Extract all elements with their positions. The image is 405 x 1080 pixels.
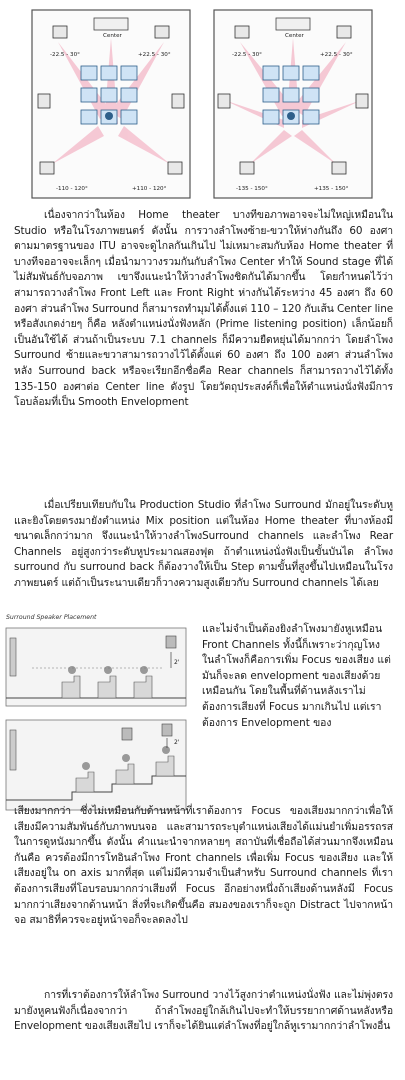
front-left-angle-right: -22.5 - 30° (232, 52, 262, 58)
rear-left-speaker (40, 162, 54, 174)
paragraph-3-continued: เสียงมากกว่า ซึ่งไม่เหมือนกับด้านหน้าที่เราต้องการ Focus ของเสียงมากกว่าเพื่อให้เสียงมีความสัมพันธ์กับภาพบนจอ และสามารถระบุตำแหน่งเสียงได้แม่นยำเพิ่มอรรถรสในการดูหนังมากขึ้น ดังนั้น คำแนะนำจากหลายๆ สถาบันที่เชื่อถือได้ส่วนมากจึงเหมือนกันคือ ควรต้องมีการโทอินลำโพง Front channels เพื่อเพิ่ม Focus ของเสียง และให้เสียงอยู่ใน on axis มากที่สุด แต่ไม่มีความจำเป็นสำหรับ Surround channels ที่เราต้องการเสียงที่โอบรอบมากกว่าเสียงที่ Focus อีกอย่างหนึ่งถ้าเสียงด้านหลังมี Focus มากกว่าเสียงจากด้านหน้า สิ่งที่จะเกิดขึ้นคือ สมองของเราก็จะถูก Distract ไปจากหน้าจอ สมาธิที่ควรจะอยู่หน้าจอก็จะลดลงไป (14, 805, 393, 927)
paragraph-1: เนื่องจากว่าในห้อง Home theater บางทีขอภาพอาจจะไม่ใหญ่เหมือนใน Studio หรือในโรงภาพยนตร์ ดังนั้น การวางลำโพงซ้าย-ขวาให้ห่างกันถึง 60 องศา ตามมาตรฐานของ ITU อาจจะดูไกลกันเกินไป ไม่เหมาะสมกับห้อง Home theater ที่บางทีจออาจจะเล็กๆ เมื่อนำมาวางรวมกันกับลำโพง Center ทำให้ Sound stage ที่ได้ไม่สัมพันธ์กับจอภาพ เขาจึงแนะนำให้วางลำโพงชิดกันได้มากขึ้น โดยกำหนดไว้ว่าสามารถวางลำโพง Front Left และ Front Right ห่างกันได้ระหว่าง 45 องศา ถึง 60 องศา ส่วนลำโพง Surround ก็สามารถทำมุมได้ตั้งแต่ 110 – 120 กับเส้น Center line หรือสังเกตง่ายๆ ก็คือ หลังตำแหน่งนั่งฟังหลัก (Prime listening position) เล็กน้อยก็เป็นอันใช้ได้ ส่วนถ้าเป็นระบบ 7.1 channels ก็มีความยืดหยุ่นได้มากกว่า โดยลำโพง Surround ซ้ายและขวาสามารถวางไว้ได้ตั้งแต่ 60 องศา ถึง 100 องศา ส่วนลำโพงหลัง Surround back หรือจะเรียกอีกชื่อคือ Rear channels ก็สามารถวางไว้ได้ทั้ง 135-150 องศาต่อ Center line ดังรูป โดยวัตถุประสงค์ก็เพื่อให้ตำแหน่งนั่งฟังมีการโอบล้อมที่เป็น Smooth Envelopment (14, 209, 393, 409)
surround-speaker-lower (162, 724, 172, 736)
diagram-7-1 (214, 10, 372, 198)
surround-placement-figure (2, 610, 199, 816)
rear-right-angle: +110 - 120° (132, 186, 167, 192)
figure-title: Surround Speaker Placement (6, 614, 97, 621)
front-right-angle-right: +22.5 - 30° (320, 52, 353, 58)
rear-left-angle-right: -135 - 150° (236, 186, 268, 192)
front-left-speaker (53, 26, 67, 38)
speaker-placement-diagram (28, 4, 376, 204)
diagram-5-1 (32, 10, 190, 198)
paragraph-4: การที่เราต้องการให้ลำโพง Surround วางไว้สูงกว่าตำแหน่งนั่งฟัง และไม่พุ่งตรงมายังหูคนฟังก็เนื่องจากว่า ถ้าลำโพงอยู่ใกล้เกินไปจะทำให้บรรยากาศด้านหลังหรือ Envelopment ของเสียงเสียไป เราก็จะได้ยินแต่ลำโพงที่อยู่ใกล้หูเรามากกว่าลำโพงอื่น (14, 989, 393, 1033)
stepped-floor-panel (6, 720, 186, 810)
height-dim-lower: 2' (174, 739, 180, 746)
center-label-right: Center (285, 33, 304, 39)
front-right-speaker (155, 26, 169, 38)
front-right-angle: +22.5 - 30° (138, 52, 171, 58)
rear-right-speaker (168, 162, 182, 174)
surround-speaker-upper (166, 636, 176, 648)
rear-right-angle-right: +135 - 150° (314, 186, 349, 192)
center-label: Center (103, 33, 122, 39)
paragraph-3-side: และไม่จำเป็นต้องยิงลำโพงมายังหูเหมือน Front Channels ทั้งนี้ก็เพราะว่ากุญโหงในลำโพงก็คือการเพิ่ม Focus ของเสียง แต่มันก็จะลด envelopment ของเสียงด้วยเหมือนกัน โดยในพื้นที่ด้านหลังเราไม่ต้องการเสียงที่ Focus มากเกินไป แต่เราต้องการ Envelopment ของ (202, 623, 391, 729)
rear-left-angle: -110 - 120° (56, 186, 88, 192)
paragraph-2: เมื่อเปรียบเทียบกับใน Production Studio ที่ลำโพง Surround มักอยู่ในระดับหู และยิงโดยตรงมายังตำแหน่ง Mix position แต่ในห้อง Home theater ที่บางห้องมีขนาดเล็กกว่ามาก จึงแนะนำให้วางลำโพงSurround channels และลำโพง Rear Channels อยู่สูงกว่าระดับหูประมาณสองฟุต ถ้าตำแหน่งนั่งฟังเป็นขั้นบันได ลำโพง surround กับ surround back ก็ต้องวางให้เป็น Step ตามขั้นที่สูงขึ้นไปเหมือนในโรงภาพยนตร์ แต่ถ้าเป็นระนาบเดียวก็วางความสูงเดียวกับ Surround channels ได้เลย (14, 499, 393, 589)
height-dim-upper: 2' (174, 659, 180, 666)
front-left-angle: -22.5 - 30° (50, 52, 80, 58)
flat-floor-panel (6, 628, 186, 706)
